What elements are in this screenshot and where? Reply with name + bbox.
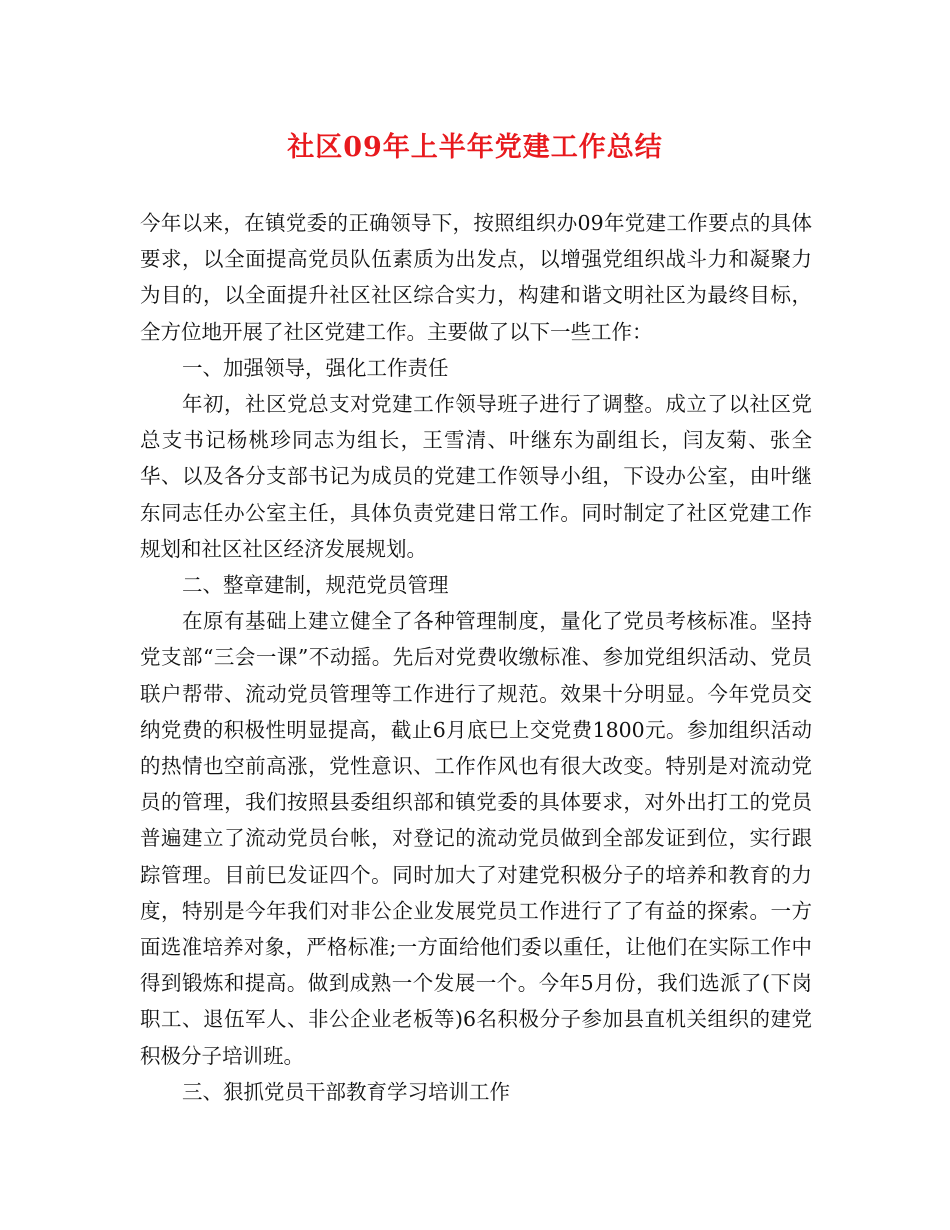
section-2-paragraph: 在原有基础上建立健全了各种管理制度，量化了党员考核标准。坚持党支部“三会一课”不动摇。先后对党费收缴标准、参加党组织活动、党员联户帮带、流动党员管理等工作进行了规范。效果十分明显。今年党员交纳党费的积极性明显提高，截止6月底巳上交党费1800元。参加组织活动的热情也空前高涨，党性意识、工作作风也有很大改变。特别是对流动党员的管理，我们按照县委组织部和镇党委的具体要求，对外出打工的党员普遍建立了流动党员台帐，对登记的流动党员做到全部发证到位，实行跟踪管理。目前巳发证四个。同时加大了对建党积极分子的培养和教育的力度，特别是今年我们对非公企业发展党员工作进行了了有益的探索。一方面选准培养对象，严格标准;一方面给他们委以重任，让他们在实际工作中得到锻炼和提高。做到成熟一个发展一个。今年5月份，我们选派了(下岗职工、退伍军人、非公企业老板等)6名积极分子参加县直机关组织的建党积极分子培训班。 [140, 609, 812, 1068]
section-heading-3: 三、狠抓党员干部教育学习培训工作 [182, 1079, 510, 1104]
document-title: 社区09年上半年党建工作总结 [287, 132, 663, 163]
section-heading-2: 二、整章建制，规范党员管理 [182, 573, 449, 598]
section-heading-1: 一、加强领导，强化工作责任 [182, 355, 449, 380]
section-1-paragraph: 年初，社区党总支对党建工作领导班子进行了调整。成立了以社区党总支书记杨桃珍同志为组长，王雪清、叶继东为副组长，闫友菊、张全华、以及各分支部书记为成员的党建工作领导小组，下设办公室，由叶继东同志任办公室主任，具体负责党建日常工作。同时制定了社区党建工作规划和社区社区经济发展规划。 [140, 392, 812, 561]
document-body [140, 205, 812, 1110]
intro-paragraph: 今年以来，在镇党委的正确领导下，按照组织办09年党建工作要点的具体要求，以全面提高党员队伍素质为出发点，以增强党组织战斗力和凝聚力为目的，以全面提升社区社区综合实力，构建和谐文明社区为最终目标，全方位地开展了社区党建工作。主要做了以下一些工作： [140, 211, 812, 344]
